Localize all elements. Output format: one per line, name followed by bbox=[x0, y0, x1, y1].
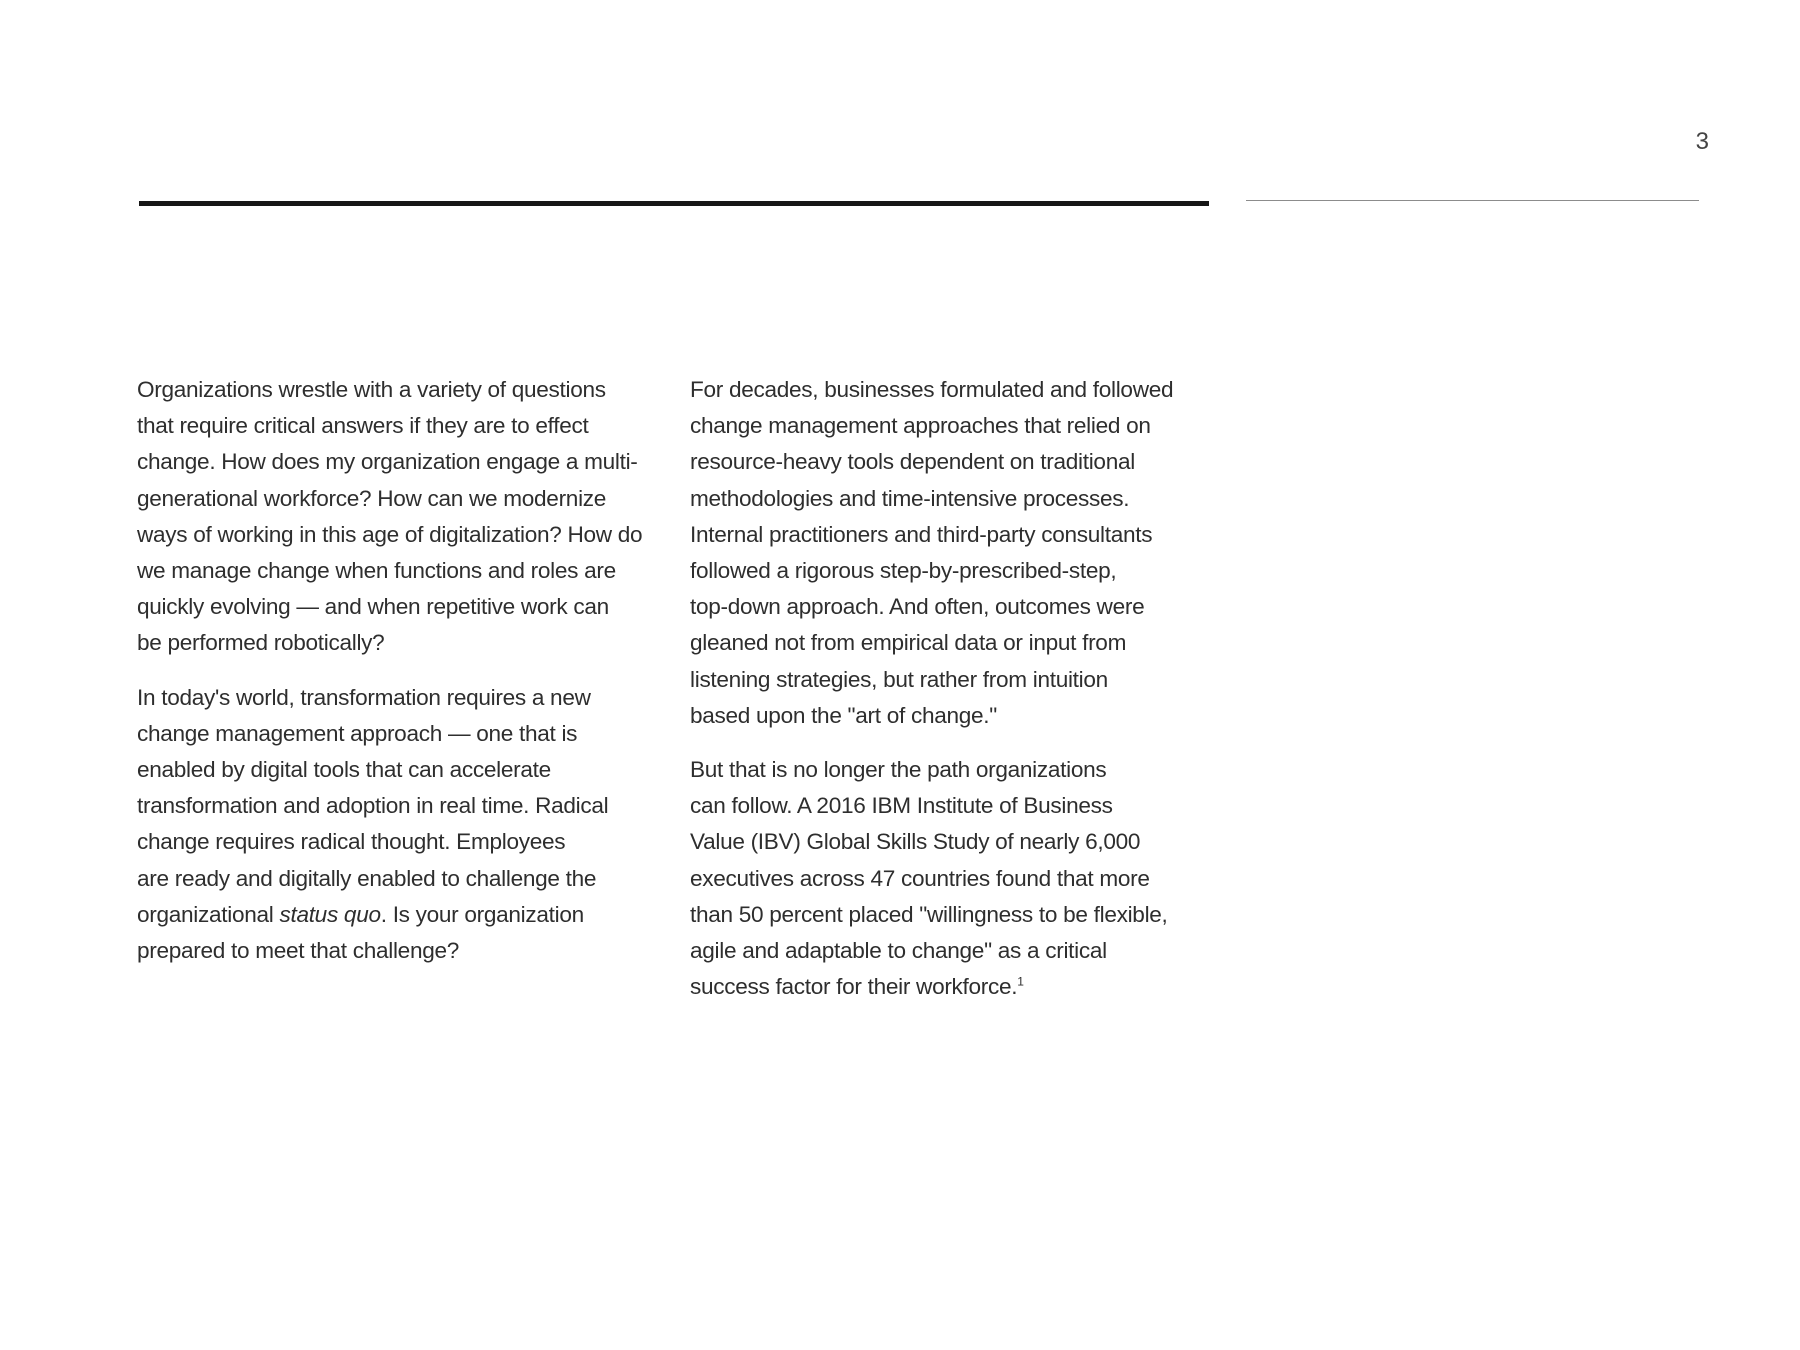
text-line: are ready and digitally enabled to challenge the bbox=[137, 865, 597, 891]
text-line: enabled by digital tools that can accelerate bbox=[137, 757, 551, 783]
text-line: we manage change when functions and roles are bbox=[137, 558, 616, 584]
text-line: But that is no longer the path organizations bbox=[690, 757, 1107, 783]
text-line: prepared to meet that challenge? bbox=[137, 938, 460, 964]
text-line: change management approach — one that is bbox=[137, 720, 578, 746]
text-line: transformation and adoption in real time. Radical bbox=[137, 793, 609, 819]
text-line: change. How does my organization engage a multi- bbox=[137, 449, 638, 475]
footnote-reference[interactable]: 1 bbox=[1017, 974, 1024, 989]
text-line: be performed robotically? bbox=[137, 630, 385, 656]
text-line: gleaned not from empirical data or input from bbox=[690, 630, 1127, 656]
text-line bbox=[690, 969, 1210, 1005]
text-run: . Is your organization bbox=[380, 901, 584, 927]
page-number: 3 bbox=[1695, 128, 1709, 155]
text-line: Internal practitioners and third-party consultants bbox=[690, 521, 1153, 547]
text-line: executives across 47 countries found that more bbox=[690, 865, 1150, 891]
text-line: For decades, businesses formulated and followed bbox=[690, 377, 1174, 402]
text-line: Organizations wrestle with a variety of questions bbox=[137, 377, 606, 402]
text-line: followed a rigorous step-by-prescribed-step, bbox=[690, 558, 1117, 584]
text-line: quickly evolving — and when repetitive work can bbox=[137, 594, 609, 620]
text-line: resource-heavy tools dependent on traditional bbox=[690, 449, 1135, 475]
text-line: methodologies and time-intensive processes. bbox=[690, 485, 1130, 511]
text-line: listening strategies, but rather from intuition bbox=[690, 666, 1108, 692]
text-line: generational workforce? How can we modernize bbox=[137, 485, 607, 511]
header-rule-thin bbox=[1246, 200, 1699, 201]
italic-text: status quo bbox=[279, 901, 381, 927]
text-line bbox=[137, 897, 657, 933]
text-line: that require critical answers if they are to effect bbox=[137, 413, 589, 439]
right-column bbox=[690, 372, 1210, 1023]
text-line: based upon the "art of change." bbox=[690, 702, 997, 728]
text-line: can follow. A 2016 IBM Institute of Business bbox=[690, 793, 1113, 819]
text-line: change management approaches that relied on bbox=[690, 413, 1151, 439]
text-line: ways of working in this age of digitalization? How do bbox=[137, 521, 643, 547]
history-paragraph bbox=[690, 372, 1210, 734]
study-paragraph bbox=[690, 752, 1210, 1005]
text-line: top-down approach. And often, outcomes were bbox=[690, 594, 1145, 620]
text-run: organizational bbox=[137, 901, 280, 927]
header-rule-thick bbox=[139, 201, 1209, 206]
text-line: change requires radical thought. Employees bbox=[137, 829, 566, 855]
left-column bbox=[137, 372, 657, 987]
text-line: than 50 percent placed "willingness to be flexible, bbox=[690, 901, 1168, 927]
text-line: Value (IBV) Global Skills Study of nearly 6,000 bbox=[690, 829, 1141, 855]
text-run: success factor for their workforce. bbox=[690, 974, 1018, 1000]
transformation-paragraph bbox=[137, 680, 657, 970]
intro-paragraph bbox=[137, 372, 657, 662]
text-line: In today's world, transformation requires a new bbox=[137, 684, 591, 710]
text-line: agile and adaptable to change" as a critical bbox=[690, 938, 1107, 964]
